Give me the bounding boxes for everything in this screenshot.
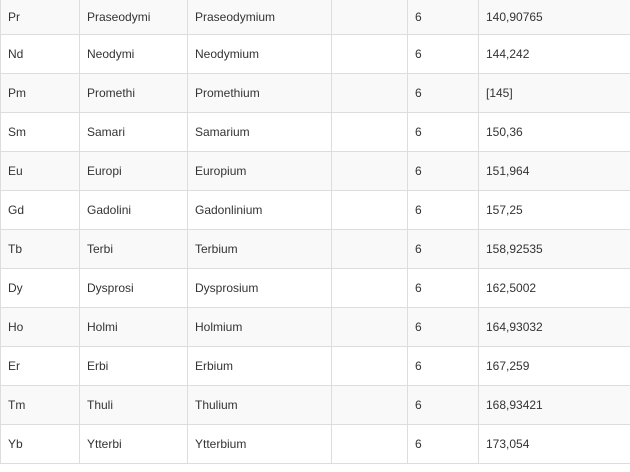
atomic-mass-cell: [145] <box>479 74 630 113</box>
vietnamese-name-cell: Praseodymi <box>80 0 188 35</box>
period-cell: 6 <box>408 0 479 35</box>
atomic-mass-cell: 151,964 <box>479 152 630 191</box>
english-name-cell: Erbium <box>188 347 332 386</box>
vietnamese-name-cell: Terbi <box>80 230 188 269</box>
atomic-mass-cell: 162,5002 <box>479 269 630 308</box>
table-row <box>1 386 630 425</box>
symbol-cell: Er <box>1 347 80 386</box>
period-cell: 6 <box>408 347 479 386</box>
atomic-mass-cell: 173,054 <box>479 425 630 464</box>
english-name-cell: Europium <box>188 152 332 191</box>
period-cell: 6 <box>408 191 479 230</box>
atomic-mass-cell: 144,242 <box>479 35 630 74</box>
period-cell: 6 <box>408 230 479 269</box>
blank-cell <box>332 113 408 152</box>
symbol-cell: Pm <box>1 74 80 113</box>
symbol-cell: Dy <box>1 269 80 308</box>
period-cell: 6 <box>408 425 479 464</box>
period-cell: 6 <box>408 74 479 113</box>
vietnamese-name-cell: Gadolini <box>80 191 188 230</box>
period-cell: 6 <box>408 152 479 191</box>
vietnamese-name-cell: Samari <box>80 113 188 152</box>
symbol-cell: Sm <box>1 113 80 152</box>
blank-cell <box>332 74 408 113</box>
table-row <box>1 308 630 347</box>
vietnamese-name-cell: Ytterbi <box>80 425 188 464</box>
blank-cell <box>332 386 408 425</box>
english-name-cell: Thulium <box>188 386 332 425</box>
period-cell: 6 <box>408 386 479 425</box>
blank-cell <box>332 308 408 347</box>
vietnamese-name-cell: Thuli <box>80 386 188 425</box>
blank-cell <box>332 0 408 35</box>
english-name-cell: Terbium <box>188 230 332 269</box>
english-name-cell: Ytterbium <box>188 425 332 464</box>
period-cell: 6 <box>408 308 479 347</box>
table-row <box>1 35 630 74</box>
vietnamese-name-cell: Dysprosi <box>80 269 188 308</box>
symbol-cell: Pr <box>1 0 80 35</box>
vietnamese-name-cell: Neodymi <box>80 35 188 74</box>
atomic-mass-cell: 140,90765 <box>479 0 630 35</box>
atomic-mass-cell: 158,92535 <box>479 230 630 269</box>
blank-cell <box>332 269 408 308</box>
period-cell: 6 <box>408 269 479 308</box>
vietnamese-name-cell: Promethi <box>80 74 188 113</box>
symbol-cell: Gd <box>1 191 80 230</box>
table-row <box>1 113 630 152</box>
atomic-mass-cell: 150,36 <box>479 113 630 152</box>
blank-cell <box>332 152 408 191</box>
english-name-cell: Dysprosium <box>188 269 332 308</box>
atomic-mass-cell: 157,25 <box>479 191 630 230</box>
atomic-mass-cell: 167,259 <box>479 347 630 386</box>
english-name-cell: Gadonlinium <box>188 191 332 230</box>
blank-cell <box>332 35 408 74</box>
symbol-cell: Yb <box>1 425 80 464</box>
vietnamese-name-cell: Europi <box>80 152 188 191</box>
english-name-cell: Holmium <box>188 308 332 347</box>
table-row <box>1 191 630 230</box>
blank-cell <box>332 191 408 230</box>
symbol-cell: Tb <box>1 230 80 269</box>
english-name-cell: Praseodymium <box>188 0 332 35</box>
symbol-cell: Nd <box>1 35 80 74</box>
symbol-cell: Eu <box>1 152 80 191</box>
blank-cell <box>332 230 408 269</box>
table-row <box>1 152 630 191</box>
table-row <box>1 425 630 464</box>
vietnamese-name-cell: Holmi <box>80 308 188 347</box>
table-row <box>1 0 630 35</box>
blank-cell <box>332 347 408 386</box>
english-name-cell: Promethium <box>188 74 332 113</box>
table-row <box>1 269 630 308</box>
symbol-cell: Ho <box>1 308 80 347</box>
english-name-cell: Neodymium <box>188 35 332 74</box>
period-cell: 6 <box>408 113 479 152</box>
elements-table-body <box>1 0 630 464</box>
atomic-mass-cell: 168,93421 <box>479 386 630 425</box>
table-row <box>1 74 630 113</box>
symbol-cell: Tm <box>1 386 80 425</box>
period-cell: 6 <box>408 35 479 74</box>
table-row <box>1 230 630 269</box>
blank-cell <box>332 425 408 464</box>
table-row <box>1 347 630 386</box>
atomic-mass-cell: 164,93032 <box>479 308 630 347</box>
vietnamese-name-cell: Erbi <box>80 347 188 386</box>
english-name-cell: Samarium <box>188 113 332 152</box>
